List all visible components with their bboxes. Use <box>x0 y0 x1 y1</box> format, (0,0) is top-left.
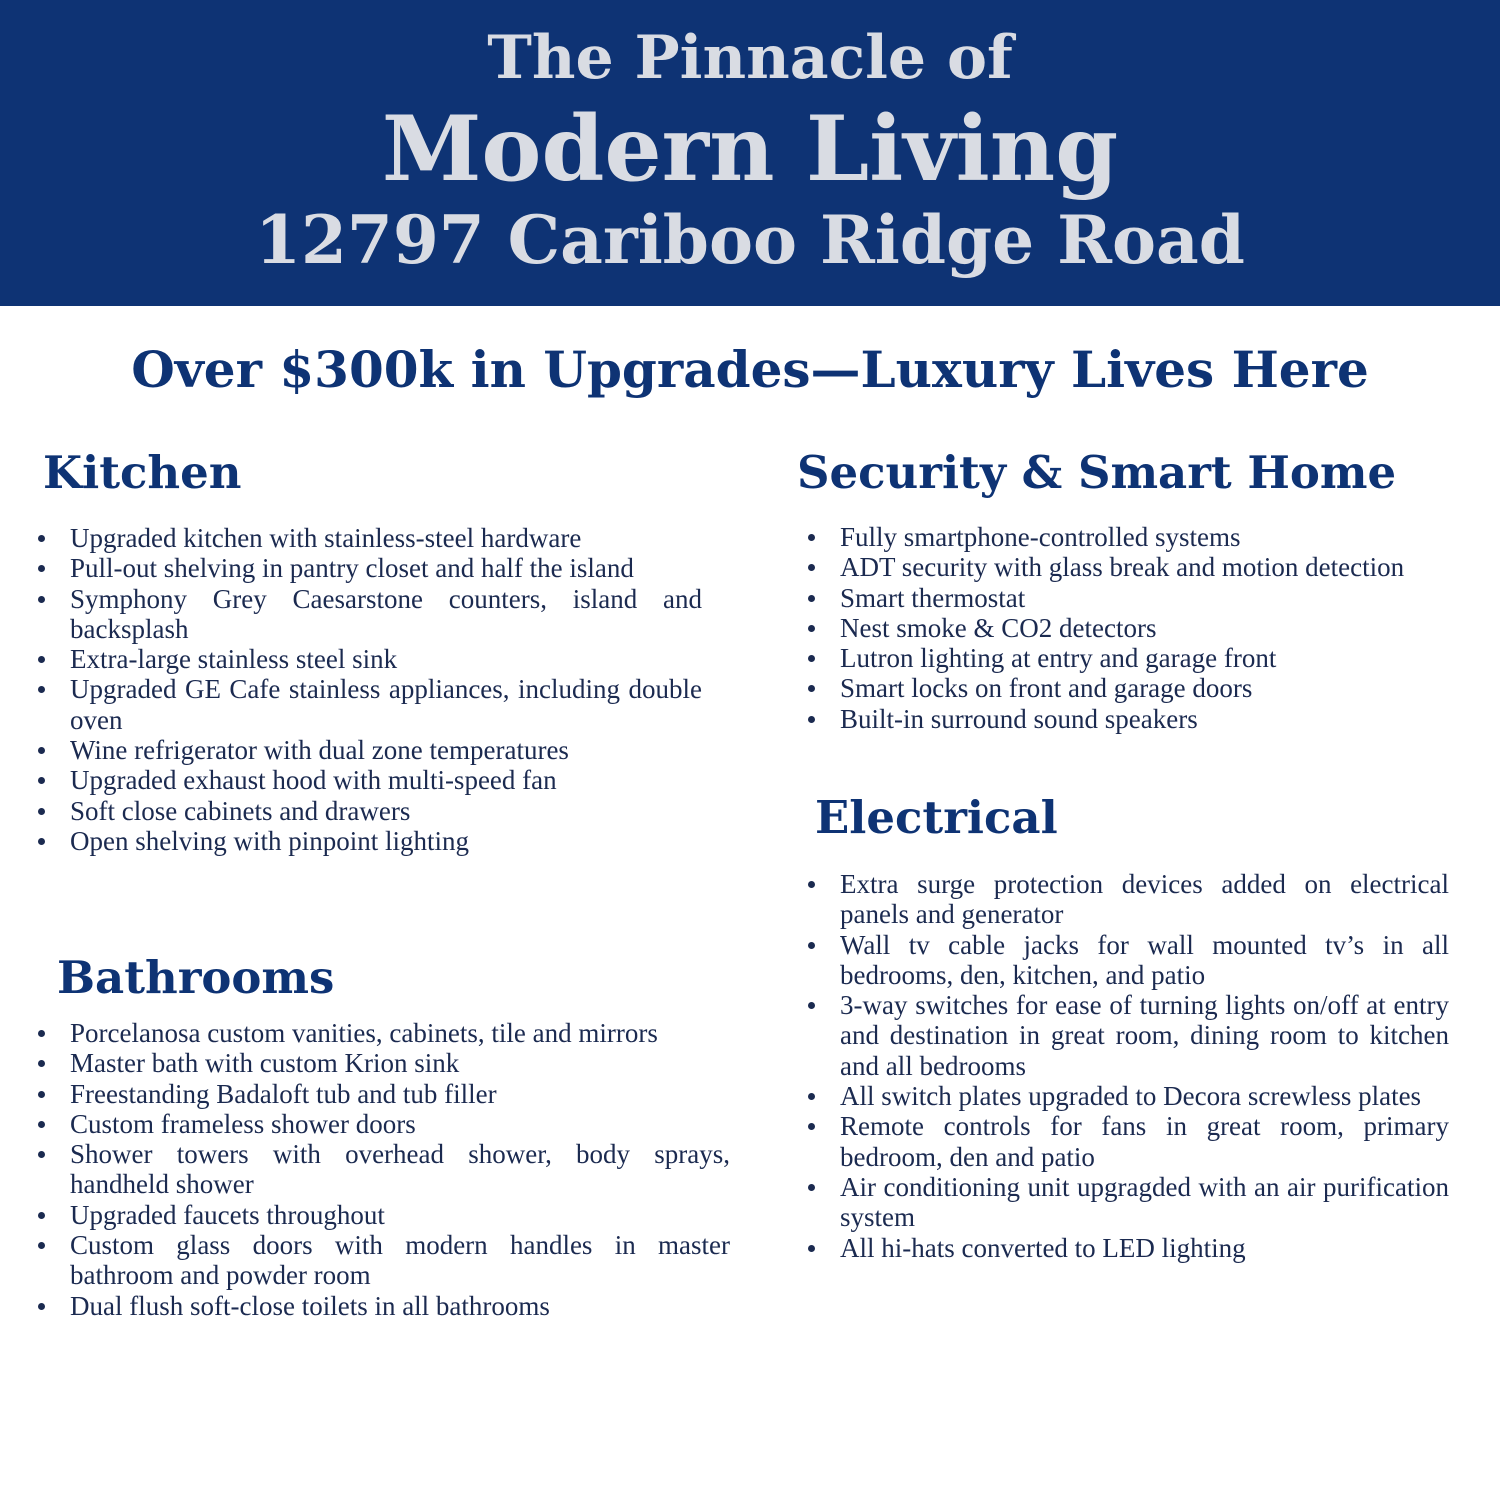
list-item: Soft close cabinets and drawers <box>36 796 702 826</box>
header-line-1: The Pinnacle of <box>487 23 1013 93</box>
list-item: Upgraded exhaust hood with multi-speed fan <box>36 765 702 795</box>
list-item: Extra-large stainless steel sink <box>36 644 702 674</box>
list-item: Custom frameless shower doors <box>36 1109 730 1139</box>
list-item: Remote controls for fans in great room, primary bedroom, den and patio <box>806 1111 1449 1172</box>
bathrooms-list <box>36 1018 730 1321</box>
list-item: Built-in surround sound speakers <box>806 704 1486 734</box>
security-title: Security & Smart Home <box>797 446 1397 499</box>
list-item: Dual flush soft-close toilets in all bathrooms <box>36 1291 730 1321</box>
bathrooms-title: Bathrooms <box>57 951 335 1004</box>
list-item: Upgraded GE Cafe stainless appliances, including double oven <box>36 674 702 735</box>
list-item: All hi-hats converted to LED lighting <box>806 1233 1449 1263</box>
list-item: Smart thermostat <box>806 583 1486 613</box>
list-item: 3-way switches for ease of turning lights on/off at entry and destination in great room, dining room to kitchen and all bedrooms <box>806 990 1449 1081</box>
list-item: Upgraded faucets throughout <box>36 1200 730 1230</box>
security-list <box>806 522 1486 734</box>
list-item: Custom glass doors with modern handles in master bathroom and powder room <box>36 1230 730 1291</box>
list-item: Freestanding Badaloft tub and tub filler <box>36 1079 730 1109</box>
electrical-list <box>806 869 1449 1263</box>
list-item: Master bath with custom Krion sink <box>36 1048 730 1078</box>
list-item: Wall tv cable jacks for wall mounted tv’s in all bedrooms, den, kitchen, and patio <box>806 930 1449 991</box>
list-item: Porcelanosa custom vanities, cabinets, tile and mirrors <box>36 1018 730 1048</box>
header-banner <box>0 0 1500 306</box>
tagline: Over $300k in Upgrades—Luxury Lives Here <box>131 340 1369 399</box>
list-item: All switch plates upgraded to Decora screwless plates <box>806 1081 1449 1111</box>
header-line-2: Modern Living <box>381 96 1119 202</box>
list-item: Fully smartphone-controlled systems <box>806 522 1486 552</box>
electrical-title: Electrical <box>815 791 1058 844</box>
list-item: Nest smoke & CO2 detectors <box>806 613 1486 643</box>
list-item: Wine refrigerator with dual zone temperatures <box>36 735 702 765</box>
list-item: Lutron lighting at entry and garage front <box>806 643 1486 673</box>
list-item: Shower towers with overhead shower, body sprays, handheld shower <box>36 1139 730 1200</box>
list-item: Smart locks on front and garage doors <box>806 673 1486 703</box>
list-item: Pull-out shelving in pantry closet and half the island <box>36 553 702 583</box>
list-item: Extra surge protection devices added on electrical panels and generator <box>806 869 1449 930</box>
list-item: Upgraded kitchen with stainless-steel hardware <box>36 523 702 553</box>
kitchen-list <box>36 523 702 856</box>
header-address: 12797 Cariboo Ridge Road <box>255 201 1245 279</box>
kitchen-title: Kitchen <box>43 446 242 499</box>
list-item: Air conditioning unit upgragded with an air purification system <box>806 1172 1449 1233</box>
list-item: ADT security with glass break and motion detection <box>806 552 1486 582</box>
list-item: Open shelving with pinpoint lighting <box>36 826 702 856</box>
list-item: Symphony Grey Caesarstone counters, island and backsplash <box>36 584 702 645</box>
